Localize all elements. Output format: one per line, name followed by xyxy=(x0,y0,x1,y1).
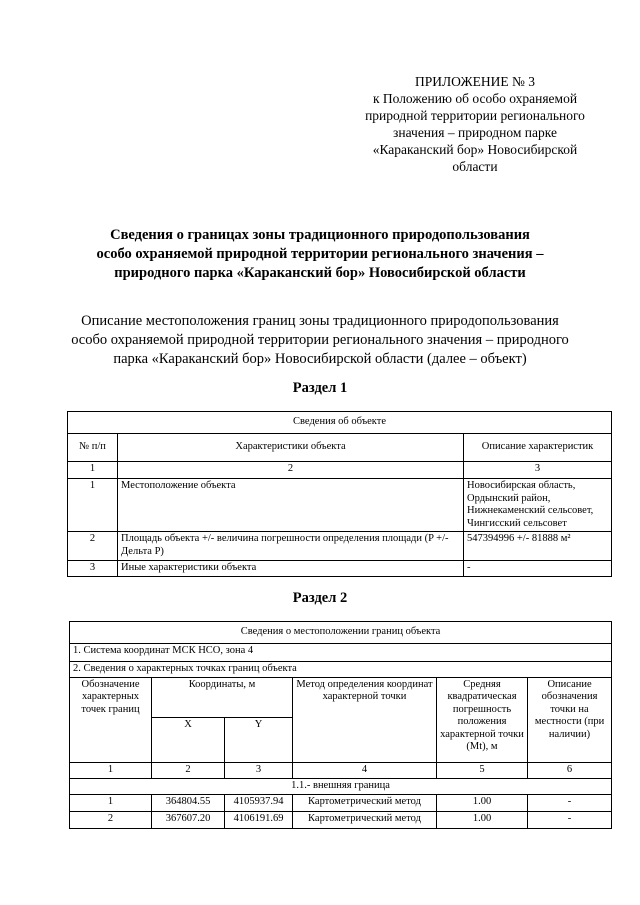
row-num: 3 xyxy=(68,561,118,577)
section1-heading: Раздел 1 xyxy=(292,380,348,396)
error: 1.00 xyxy=(437,811,528,828)
row-value: 547394996 +/- 81888 м² xyxy=(464,532,612,561)
header-error: Средняя квадратическая погрешность положения характерной точки (Mt), м xyxy=(437,677,528,762)
object-info-table xyxy=(67,411,612,577)
appendix-line: к Положению об особо охраняемой xyxy=(372,91,578,106)
column-number: 5 xyxy=(437,762,528,778)
header-description: Описание характеристик xyxy=(464,434,612,462)
row-num: 1 xyxy=(68,479,118,532)
error: 1.00 xyxy=(437,794,528,811)
row-value: Новосибирская область, Ордынский район, Нижнекаменский сельсовет, Чингисский сельсовет xyxy=(464,479,612,532)
header-x: X xyxy=(152,717,225,762)
row-num: 2 xyxy=(68,532,118,561)
column-number: 3 xyxy=(225,762,293,778)
point-id: 1 xyxy=(70,794,152,811)
description-line: особо охраняемой природной территории регионального значения – природного xyxy=(71,332,569,348)
row-value: - xyxy=(464,561,612,577)
table-caption: Сведения об объекте xyxy=(68,412,612,434)
row-name: Местоположение объекта xyxy=(118,479,464,532)
header-characteristic: Характеристики объекта xyxy=(118,434,464,462)
table-caption: Сведения о местоположении границ объекта xyxy=(70,622,612,644)
boundary-subheading: 1.1.- внешняя граница xyxy=(70,778,612,794)
coord-x: 367607.20 xyxy=(152,811,225,828)
title-line: особо охраняемой природной территории регионального значения – xyxy=(96,246,544,262)
method: Картометрический метод xyxy=(293,811,437,828)
column-number: 1 xyxy=(68,462,118,479)
coordinate-system: 1. Система координат МСК НСО, зона 4 xyxy=(70,644,612,662)
column-number: 2 xyxy=(152,762,225,778)
appendix-line: «Караканский бор» Новосибирской xyxy=(372,142,578,157)
table-row xyxy=(68,479,612,532)
method: Картометрический метод xyxy=(293,794,437,811)
column-number: 1 xyxy=(70,762,152,778)
header-coords: Координаты, м xyxy=(152,677,293,717)
appendix-line: природной территории регионального xyxy=(365,108,585,123)
header-num: № п/п xyxy=(68,434,118,462)
row-name: Иные характеристики объекта xyxy=(118,561,464,577)
description-line: парка «Караканский бор» Новосибирской области (далее – объект) xyxy=(113,351,527,367)
table-row xyxy=(70,811,612,828)
coord-y: 4106191.69 xyxy=(225,811,293,828)
appendix-line: ПРИЛОЖЕНИЕ № 3 xyxy=(414,74,536,89)
point-desc: - xyxy=(528,794,612,811)
row-name: Площадь объекта +/- величина погрешности определения площади (P +/- Дельта P) xyxy=(118,532,464,561)
document-title xyxy=(60,226,580,283)
header-desc: Описание обозначения точки на местности (при наличии) xyxy=(528,677,612,762)
description-line: Описание местоположения границ зоны традиционного природопользования xyxy=(81,313,559,329)
header-method: Метод определения координат характерной точки xyxy=(293,677,437,762)
point-desc: - xyxy=(528,811,612,828)
appendix-line: значения – природном парке xyxy=(393,125,557,140)
title-line: Сведения о границах зоны традиционного природопользования xyxy=(110,227,530,243)
coord-y: 4105937.94 xyxy=(225,794,293,811)
table-row xyxy=(70,794,612,811)
title-line: природного парка «Караканский бор» Новосибирской области xyxy=(114,265,526,281)
coord-x: 364804.55 xyxy=(152,794,225,811)
document-description xyxy=(50,312,590,369)
header-point: Обозначение характерных точек границ xyxy=(70,677,152,762)
section2-heading: Раздел 2 xyxy=(292,590,348,606)
points-caption: 2. Сведения о характерных точках границ объекта xyxy=(70,662,612,678)
column-number: 2 xyxy=(118,462,464,479)
table-row xyxy=(68,532,612,561)
column-number: 3 xyxy=(464,462,612,479)
appendix-header xyxy=(330,73,620,175)
column-number: 6 xyxy=(528,762,612,778)
point-id: 2 xyxy=(70,811,152,828)
boundary-points-table xyxy=(69,621,612,829)
table-row xyxy=(68,561,612,577)
appendix-line: области xyxy=(452,159,498,174)
header-y: Y xyxy=(225,717,293,762)
column-number: 4 xyxy=(293,762,437,778)
